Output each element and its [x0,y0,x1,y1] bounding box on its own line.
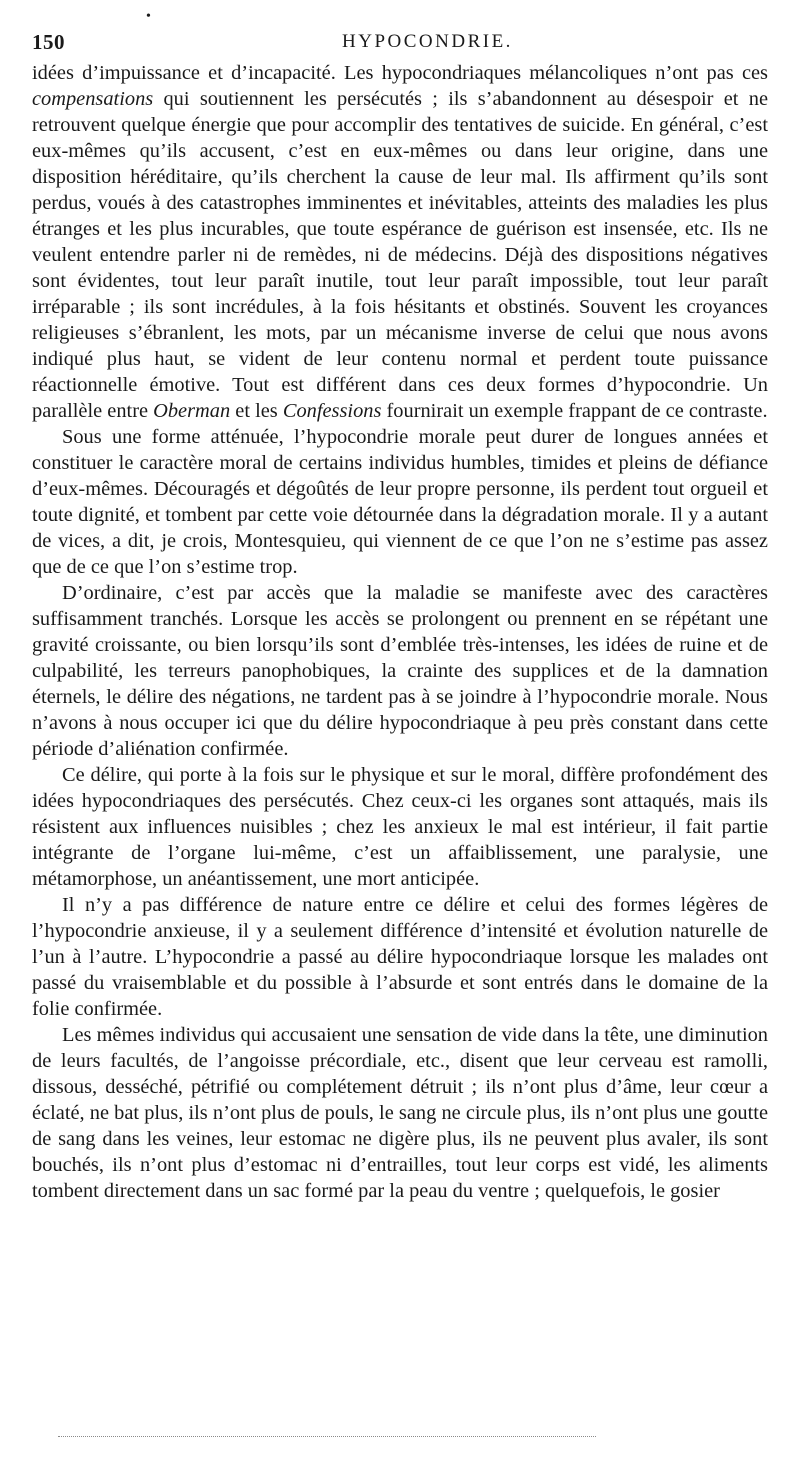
page-header [32,30,768,58]
page-number: 150 [32,30,65,54]
paragraph [32,892,768,1022]
text-run: fournirait un exemple frappant de ce contraste. [381,400,768,422]
text-run: Les mêmes individus qui accusaient une sensation de vide dans la tête, une diminution de leurs facultés, de l’angoisse précordiale, etc., disent que leur cerveau est ramolli, dissous, desséché, pétrifié ou complétement détruit ; ils n’ont plus d’âme, leur cœur a éclaté, ne bat plus, ils n’ont plus de pouls, le sang ne circule plus, ils n’ont plus une goutte de sang dans les veines, leur estomac ne digère plus, ils ne peuvent plus avaler, ils sont bouchés, ils n’ont plus d’estomac ni d’entrailles, tout leur corps est vidé, les aliments tombent directement dans un sac formé par la peau du ventre ; quelquefois, le gosier [32,1024,768,1202]
paragraph [32,60,768,424]
paragraph [32,580,768,762]
text-run: qui soutiennent les persécutés ; ils s’abandonnent au désespoir et ne retrouvent quelque énergie que pour accomplir des tentatives de suicide. En général, c’est eux-mêmes qu’ils accusent, c’est en eux-mêmes ou dans leur origine, dans une disposition héréditaire, qu’ils cherchent la cause de leur mal. Ils affirment qu’ils sont perdus, voués à des catastrophes imminentes et inévitables, atteints des maladies les plus étranges et les plus incurables, que toute espérance de guérison est insensée, etc. Ils ne veulent entendre parler ni de remèdes, ni de médecins. Déjà des dispositions négatives sont évidentes, tout leur paraît inutile, tout leur paraît impossible, tout leur paraît irréparable ; ils sont incrédules, à la fois hésitants et obstinés. Souvent les croyances religieuses s’ébranlent, les mots, par un mécanisme inverse de celui que nous avons indiqué plus haut, se vident de leur contenu normal et perdent toute puissance réactionnelle émotive. Tout est différent dans ces deux formes d’hypocondrie. Un parallèle entre [32,88,768,422]
text-run: idées d’impuissance et d’incapacité. Les hypocondriaques mélancoliques n’ont pas ces [32,62,768,84]
paragraph [32,424,768,580]
stray-dot-mark: • [146,9,151,24]
running-title: HYPOCONDRIE. [342,31,513,52]
text-run: Il n’y a pas différence de nature entre ce délire et celui des formes légères de l’hypocondrie anxieuse, il y a seulement différence d’intensité et évolution naturelle de l’un à l’autre. L’hypocondrie a passé au délire hypocondriaque lorsque les malades ont passé du vraisemblable et du possible à l’absurde et sont entrés dans le domaine de la folie confirmée. [32,894,768,1020]
paragraph [32,1022,768,1204]
paragraph [32,762,768,892]
italic-text-run: compensations [32,88,154,110]
text-run: Ce délire, qui porte à la fois sur le physique et sur le moral, diffère profondément des idées hypocondriaques des persécutés. Chez ceux-ci les organes sont attaqués, mais ils résistent aux influences nuisibles ; chez les anxieux le mal est intérieur, il fait partie intégrante de l’organe lui-même, c’est un affaiblissement, une paralysie, une métamorphose, un anéantissement, une mort anticipée. [32,764,768,890]
body-text [32,60,768,1204]
italic-text-run: Oberman [153,400,231,422]
italic-text-run: Confessions [282,400,382,422]
text-run: et les [230,400,283,422]
text-run: D’ordinaire, c’est par accès que la maladie se manifeste avec des caractères suffisamment tranchés. Lorsque les accès se prolongent ou prennent en se répétant une gravité croissante, ou bien lorsqu’ils sont d’emblée très-intenses, les idées de ruine et de culpabilité, les terreurs panophobiques, la crainte des supplices et de la damnation éternels, le délire des négations, ne tardent pas à se joindre à l’hypocondrie morale. Nous n’avons à nous occuper ici que du délire hypocondriaque à peu près constant dans cette période d’aliénation confirmée. [32,582,768,760]
footer-dotted-rule [58,1436,596,1437]
text-run: Sous une forme atténuée, l’hypocondrie morale peut durer de longues années et constituer le caractère moral de certains individus humbles, timides et pleins de défiance d’eux-mêmes. Découragés et dégoûtés de leur propre personne, ils perdent tout orgueil et toute dignité, et tombent par cette voie détournée dans la dégradation morale. Il y a autant de vices, a dit, je crois, Montesquieu, qui viennent de ce que l’on ne s’estime pas assez que de ce que l’on s’estime trop. [32,426,768,578]
